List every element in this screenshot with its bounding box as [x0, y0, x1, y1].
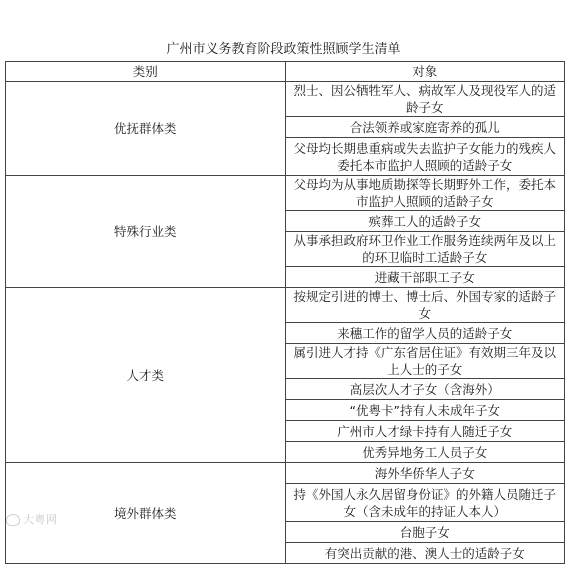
target-cell: “优粤卡”持有人未成年子女	[285, 400, 565, 421]
table-row	[6, 176, 565, 211]
table-row	[6, 463, 565, 484]
table-row	[6, 288, 565, 323]
weibo-icon	[6, 514, 20, 526]
watermark	[6, 511, 58, 527]
target-cell: 烈士、因公牺牲军人、病故军人及现役军人的适龄子女	[285, 82, 565, 117]
header-category: 类别	[6, 62, 286, 82]
target-cell: 优秀异地务工人员子女	[285, 442, 565, 463]
table-row	[6, 82, 565, 117]
target-cell: 持《外国人永久居留身份证》的外籍人员随迁子女（含未成年的持证人本人）	[285, 484, 565, 522]
target-cell: 高层次人才子女（含海外）	[285, 379, 565, 400]
target-cell: 台胞子女	[285, 522, 565, 543]
page-title: 广州市义务教育阶段政策性照顾学生清单	[166, 42, 401, 57]
category-cell: 特殊行业类	[6, 176, 286, 288]
target-cell: 从事承担政府环卫作业工作服务连续两年及以上的环卫临时工适龄子女	[285, 232, 565, 267]
watermark-text: 大粤网	[23, 513, 58, 526]
header-target: 对象	[285, 62, 565, 82]
category-cell: 境外群体类	[6, 463, 286, 564]
category-cell: 人才类	[6, 288, 286, 463]
header-row	[6, 62, 565, 82]
target-cell: 有突出贡献的港、澳人士的适龄子女	[285, 543, 565, 564]
target-cell: 属引进人才持《广东省居住证》有效期三年及以上人士的子女	[285, 344, 565, 379]
target-cell: 来穗工作的留学人员的适龄子女	[285, 323, 565, 344]
target-cell: 按规定引进的博士、博士后、外国专家的适龄子女	[285, 288, 565, 323]
policy-table	[5, 61, 565, 564]
target-cell: 合法领养或家庭寄养的孤儿	[285, 117, 565, 138]
target-cell: 广州市人才绿卡持有人随迁子女	[285, 421, 565, 442]
target-cell: 进藏干部职工子女	[285, 267, 565, 288]
target-cell: 父母均长期患重病或失去监护子女能力的残疾人委托本市监护人照顾的适龄子女	[285, 138, 565, 176]
target-cell: 父母均为从事地质勘探等长期野外工作，委托本市监护人照顾的适龄子女	[285, 176, 565, 211]
target-cell: 海外华侨华人子女	[285, 463, 565, 484]
target-cell: 殡葬工人的适龄子女	[285, 211, 565, 232]
category-cell: 优抚群体类	[6, 82, 286, 176]
